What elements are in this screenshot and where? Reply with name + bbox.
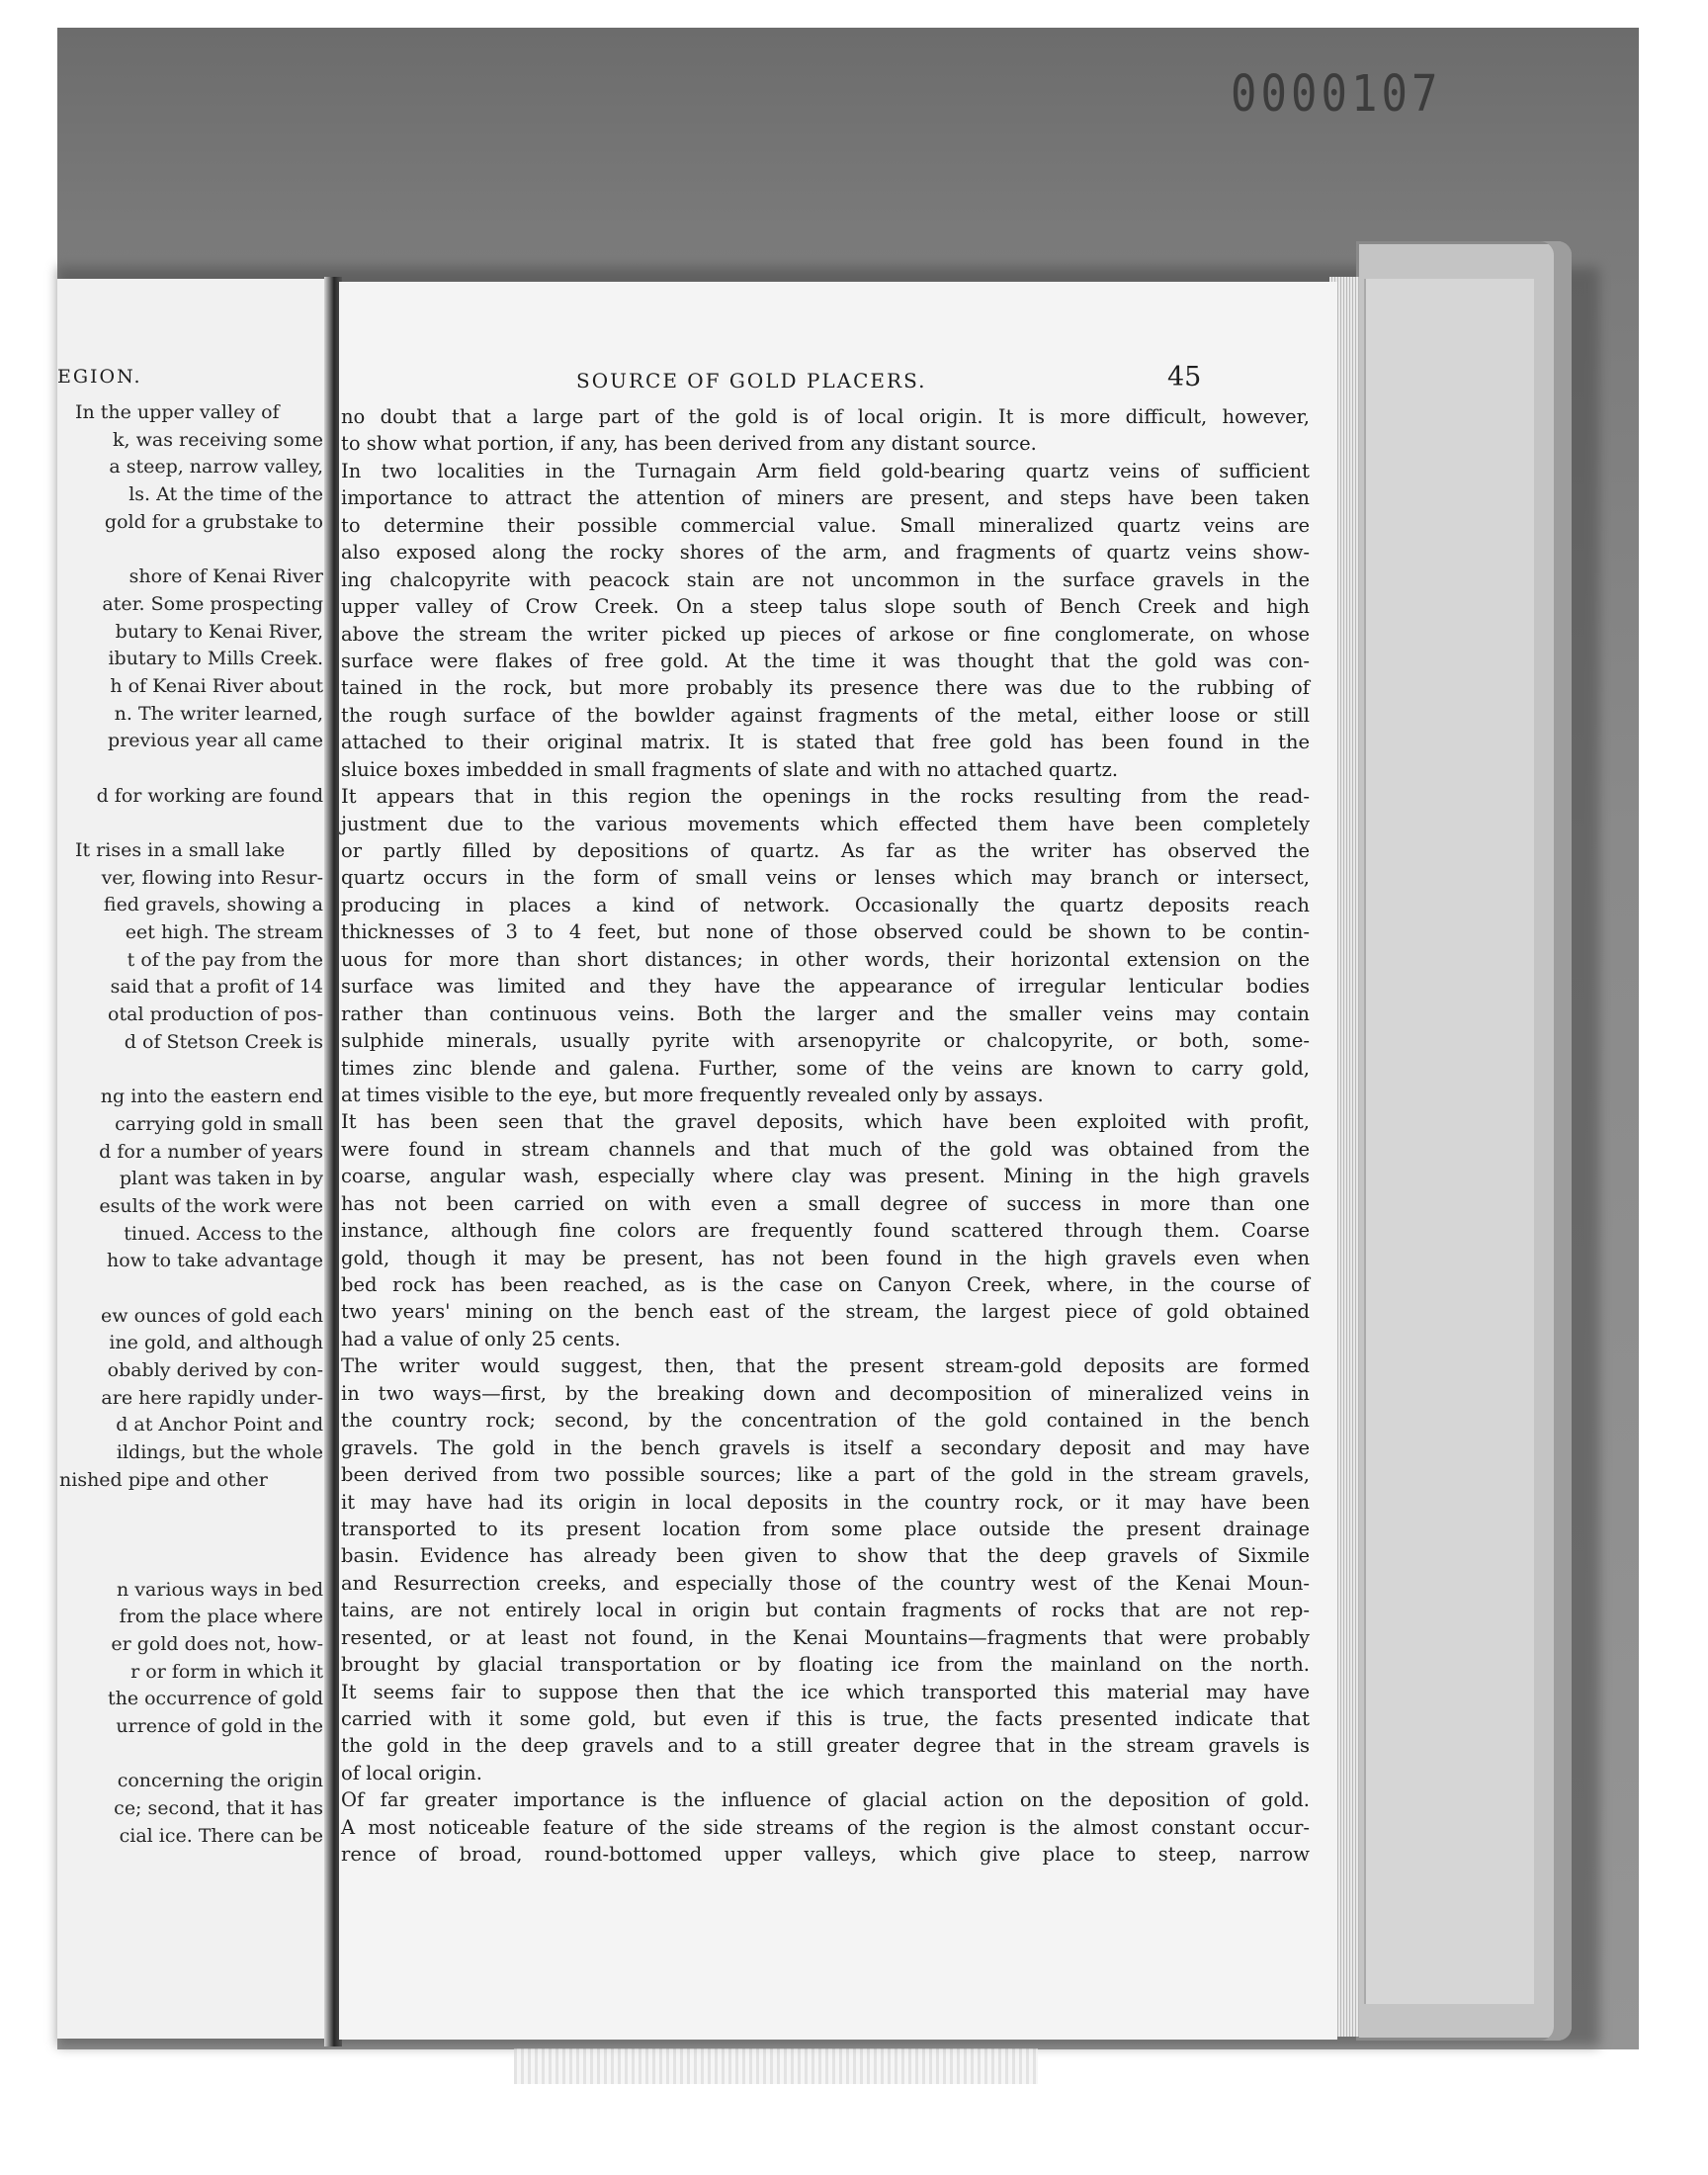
document-stamp-number: 0000107 xyxy=(1231,65,1442,124)
left-page-line: ater. Some prospecting xyxy=(102,592,323,615)
left-page-line: In the upper valley of xyxy=(75,401,280,423)
left-page-line: r or form in which it xyxy=(130,1660,323,1683)
text-line: no doubt that a large part of the gold is of local origin. It is more difficult, however, xyxy=(341,405,1310,428)
text-line: uous for more than short distances; in other words, their horizontal extension on the xyxy=(341,947,1310,971)
text-line: surface were flakes of free gold. At the time it was thought that the gold was con- xyxy=(341,649,1310,672)
left-page-line xyxy=(57,755,329,783)
text-line: sluice boxes imbedded in small fragments of slate and with no attached quartz. xyxy=(341,757,1119,781)
left-page-line: gold for a grubstake to xyxy=(104,510,323,533)
left-page-line: d of Stetson Creek is xyxy=(124,1030,323,1053)
left-page-header: EGION. xyxy=(57,366,142,388)
text-line: also exposed along the rocky shores of the arm, and fragments of quartz veins show- xyxy=(341,541,1310,565)
left-page-line: d for working are found xyxy=(96,784,323,807)
page-number: 45 xyxy=(1167,362,1202,392)
text-line: been derived from two possible sources; like a part of the gold in the stream gravels, xyxy=(341,1463,1310,1487)
left-page-text xyxy=(57,399,329,1850)
left-page-line xyxy=(57,1741,329,1769)
text-line: It seems fair to suppose then that the ice which transported this material may have xyxy=(341,1680,1310,1703)
text-line: justment due to the various movements which effected them have been completely xyxy=(341,812,1310,835)
right-page-text xyxy=(339,403,1327,1869)
text-line: upper valley of Crow Creek. On a steep talus slope south of Bench Creek and high xyxy=(341,595,1310,619)
text-line: bed rock has been reached, as is the case on Canyon Creek, where, in the course of xyxy=(341,1273,1310,1296)
text-line: times zinc blende and galena. Further, some of the veins are known to carry gold, xyxy=(341,1056,1310,1080)
text-line: were found in stream channels and that much of the gold was obtained from the xyxy=(341,1137,1310,1161)
text-line: carried with it some gold, but even if this is true, the facts presented indicate that xyxy=(341,1707,1310,1730)
left-page-line: from the place where xyxy=(119,1606,323,1628)
left-page-line: esults of the work were xyxy=(99,1194,323,1217)
left-page-line: how to take advantage xyxy=(106,1250,323,1272)
left-page-line: ildings, but the whole xyxy=(116,1441,323,1464)
text-line: transported to its present location from some place outside the present drainage xyxy=(341,1517,1310,1540)
left-page-line: the occurrence of gold xyxy=(107,1688,323,1710)
text-line: two years' mining on the bench east of the stream, the largest piece of gold obtained xyxy=(341,1300,1310,1324)
text-line: brought by glacial transportation or by floating ice from the mainland on the north. xyxy=(341,1653,1310,1677)
left-page-line: nished pipe and other xyxy=(59,1468,268,1491)
text-line: resented, or at least not found, in the Kenai Mountains—fragments that were probably xyxy=(341,1625,1310,1649)
left-page-line: er gold does not, how- xyxy=(111,1632,323,1655)
text-line: Of far greater importance is the influence of glacial action on the deposition of gold. xyxy=(341,1788,1310,1812)
left-page-line: carrying gold in small xyxy=(115,1112,323,1135)
text-line: rence of broad, round-bottomed upper valleys, which give place to steep, narrow xyxy=(341,1843,1310,1867)
left-page-line: k, was receiving some xyxy=(113,428,323,451)
text-line: above the stream the writer picked up pieces of arkose or fine conglomerate, on whose xyxy=(341,622,1310,646)
left-page-line: fied gravels, showing a xyxy=(103,894,323,916)
left-page-line: ew ounces of gold each xyxy=(101,1304,323,1327)
left-page-line xyxy=(57,1275,329,1303)
left-page-line xyxy=(57,536,329,564)
left-page-line: t of the pay from the xyxy=(127,948,323,971)
text-line: or partly filled by depositions of quartz. As far as the writer has observed the xyxy=(341,839,1310,862)
left-page-line: ng into the eastern end xyxy=(100,1086,323,1108)
left-page-line xyxy=(57,1549,329,1577)
text-line: importance to attract the attention of miners are present, and steps have been taken xyxy=(341,486,1310,510)
text-line: quartz occurs in the form of small veins or lenses which may branch or intersect, xyxy=(341,866,1310,890)
left-page-line xyxy=(57,1522,329,1549)
text-line: The writer would suggest, then, that the present stream-gold deposits are formed xyxy=(341,1354,1310,1378)
left-page-line: shore of Kenai River xyxy=(128,566,323,588)
left-page-line xyxy=(57,810,329,837)
left-page-line: ce; second, that it has xyxy=(114,1797,323,1820)
text-line: in two ways—first, by the breaking down and decomposition of mineralized veins in xyxy=(341,1381,1310,1405)
text-line: attached to their original matrix. It is stated that free gold has been found in the xyxy=(341,731,1310,754)
text-line: A most noticeable feature of the side streams of the region is the almost constant occur- xyxy=(341,1815,1310,1839)
text-line: ing chalcopyrite with peacock stain are not uncommon in the surface gravels in the xyxy=(341,567,1310,591)
text-line: In two localities in the Turnagain Arm field gold-bearing quartz veins of sufficient xyxy=(341,459,1310,482)
text-line: producing in places a kind of network. Occasionally the quartz deposits reach xyxy=(341,893,1310,916)
right-page xyxy=(339,282,1337,2040)
left-page-line: ver, flowing into Resur- xyxy=(101,866,323,889)
text-line: rather than continuous veins. Both the larger and the smaller veins may contain xyxy=(341,1001,1310,1025)
text-line: has not been carried on with even a small degree of success in more than one xyxy=(341,1191,1310,1215)
left-page xyxy=(57,279,329,2039)
text-line: to show what portion, if any, has been derived from any distant source. xyxy=(341,432,1037,456)
left-page-line: a steep, narrow valley, xyxy=(109,456,323,478)
text-line: coarse, angular wash, especially where clay was present. Mining in the high gravels xyxy=(341,1165,1310,1188)
left-page-line: It rises in a small lake xyxy=(75,839,286,861)
running-header: SOURCE OF GOLD PLACERS. xyxy=(576,369,927,392)
text-line: tained in the rock, but more probably its presence there was due to the rubbing of xyxy=(341,676,1310,700)
text-line: thicknesses of 3 to 4 feet, but none of those observed could be shown to be contin- xyxy=(341,920,1310,944)
text-line: gravels. The gold in the bench gravels is itself a secondary deposit and may have xyxy=(341,1436,1310,1459)
scan-artifact-strip xyxy=(514,2048,1038,2084)
text-line: the gold in the deep gravels and to a still greater degree that in the stream gravels is xyxy=(341,1734,1310,1758)
left-page-line: cial ice. There can be xyxy=(119,1824,323,1847)
left-page-line: d for a number of years xyxy=(99,1140,323,1163)
text-line: the rough surface of the bowlder against fragments of the metal, either loose or still xyxy=(341,703,1310,727)
text-line: instance, although fine colors are frequently found scattered through them. Coarse xyxy=(341,1219,1310,1243)
left-page-line: plant was taken in by xyxy=(119,1168,323,1190)
left-page-line: n various ways in bed xyxy=(117,1578,323,1601)
text-line: It has been seen that the gravel deposits, which have been exploited with profit, xyxy=(341,1110,1310,1134)
left-page-line: ls. At the time of the xyxy=(128,483,323,506)
text-line: the country rock; second, by the concentration of the gold contained in the bench xyxy=(341,1409,1310,1433)
text-line: basin. Evidence has already been given to show that the deep gravels of Sixmile xyxy=(341,1544,1310,1568)
left-page-line: ibutary to Mills Creek. xyxy=(108,648,323,670)
text-line: at times visible to the eye, but more frequently revealed only by assays. xyxy=(341,1083,1044,1106)
text-line: tains, are not entirely local in origin but contain fragments of rocks that are not rep- xyxy=(341,1599,1310,1622)
book-cover-inner xyxy=(1364,279,1534,2004)
left-page-line: tinued. Access to the xyxy=(124,1222,323,1245)
left-page-line: h of Kenai River about xyxy=(110,674,323,697)
left-page-line: urrence of gold in the xyxy=(116,1715,323,1737)
left-page-line: d at Anchor Point and xyxy=(116,1414,323,1436)
left-page-line: are here rapidly under- xyxy=(101,1386,323,1409)
text-line: and Resurrection creeks, and especially those of the country west of the Kenai Moun- xyxy=(341,1571,1310,1595)
left-page-line: previous year all came xyxy=(108,730,323,752)
left-page-line xyxy=(57,1057,329,1085)
text-line: sulphide minerals, usually pyrite with arsenopyrite or chalcopyrite, or both, some- xyxy=(341,1029,1310,1053)
left-page-line: eet high. The stream xyxy=(125,921,323,944)
text-line: had a value of only 25 cents. xyxy=(341,1327,621,1350)
text-line: of local origin. xyxy=(341,1761,482,1784)
left-page-line: said that a profit of 14 xyxy=(110,976,323,999)
left-page-line: obably derived by con- xyxy=(107,1359,323,1382)
text-line: it may have had its origin in local deposits in the country rock, or it may have been xyxy=(341,1490,1310,1514)
left-page-line: concerning the origin xyxy=(117,1770,323,1792)
left-page-line xyxy=(57,1495,329,1522)
left-page-line: n. The writer learned, xyxy=(114,702,323,725)
text-line: to determine their possible commercial value. Small mineralized quartz veins are xyxy=(341,513,1310,537)
left-page-line: butary to Kenai River, xyxy=(115,620,323,643)
left-page-line: otal production of pos- xyxy=(108,1003,323,1026)
text-line: gold, though it may be present, has not been found in the high gravels even when xyxy=(341,1246,1310,1269)
text-line: surface was limited and they have the appearance of irregular lenticular bodies xyxy=(341,975,1310,999)
left-page-line: ine gold, and although xyxy=(109,1332,323,1354)
text-line: It appears that in this region the openings in the rocks resulting from the read- xyxy=(341,785,1310,809)
